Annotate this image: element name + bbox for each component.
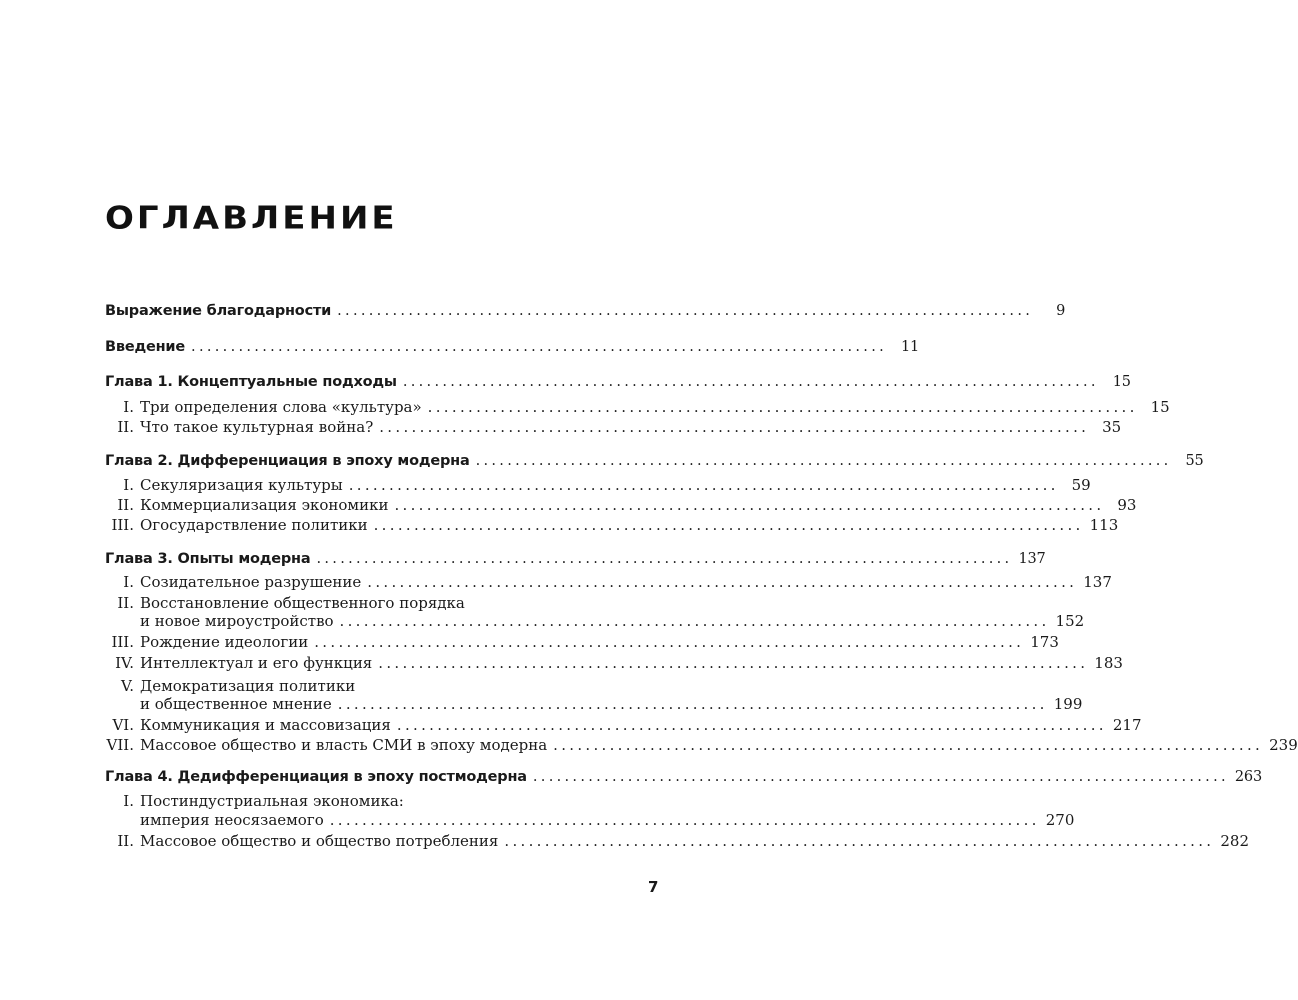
section-number: VII. [106, 736, 134, 754]
section-number: I. [123, 792, 134, 810]
dot-leader: ........................................................................................ [378, 654, 1089, 672]
toc-entry-page: 35 [1102, 418, 1122, 436]
dot-leader: ........................................................................................ [348, 476, 1059, 494]
dot-leader: ........................................................................................ [329, 811, 1040, 829]
toc-entry-1-1[interactable] [100, 396, 1170, 418]
dot-leader: ........................................................................................ [191, 339, 888, 355]
dot-leader: ........................................................................................ [402, 374, 1099, 390]
toc-entry-label: Демократизация политики [140, 677, 356, 695]
toc-entry-3-4[interactable] [100, 652, 1123, 674]
toc-entry-label: Коммерциализация экономики [140, 496, 389, 514]
toc-entry-page: 183 [1094, 654, 1123, 672]
toc-entry-label: Рождение идеологии [140, 633, 309, 651]
toc-entry-label: Глава 3. Опыты модерна [105, 551, 311, 567]
section-number: V. [121, 677, 134, 695]
toc-entry-page: 59 [1071, 476, 1091, 494]
section-number: IV. [115, 654, 134, 672]
dot-leader: ........................................................................................ [314, 633, 1025, 651]
toc-entry-label-continued: и общественное мнение [140, 695, 332, 713]
section-number: I. [123, 476, 134, 494]
dot-leader: ........................................................................................ [373, 516, 1084, 534]
toc-entry-page: 152 [1055, 612, 1085, 630]
section-number: II. [117, 832, 134, 850]
dot-leader: ........................................................................................ [504, 832, 1215, 850]
section-number: III. [111, 633, 134, 651]
toc-entry-label: Глава 2. Дифференциация в эпоху модерна [105, 453, 470, 469]
toc-entry-label: Восстановление общественного порядка [140, 594, 465, 612]
toc-entry-chapter-1[interactable] [105, 371, 1131, 393]
toc-entry-page: 113 [1089, 516, 1119, 534]
toc-entry-page: 11 [900, 339, 920, 355]
toc-entry-3-7[interactable] [100, 734, 1298, 756]
toc-entry-acknowledgements[interactable] [105, 300, 1066, 322]
section-number: I. [123, 573, 134, 591]
toc-entry-2-3[interactable] [100, 514, 1119, 536]
toc-entry-page: 282 [1220, 832, 1250, 850]
dot-leader: ........................................................................................ [337, 695, 1048, 713]
toc-entry-label: Секуляризация культуры [140, 476, 343, 494]
toc-entry-page: 137 [1083, 573, 1112, 591]
toc-entry-3-6[interactable] [100, 714, 1142, 736]
toc-entry-4-1-continued[interactable] [100, 809, 1075, 831]
dot-leader: ........................................................................................ [396, 716, 1107, 734]
toc-entry-label: Три определения слова «культура» [140, 398, 422, 416]
toc-entry-page: 217 [1112, 716, 1142, 734]
section-number: II. [117, 594, 134, 612]
toc-entry-label: Интеллектуал и его функция [140, 654, 373, 672]
dot-leader: ........................................................................................ [316, 551, 1013, 567]
toc-entry-3-5-continued[interactable] [100, 693, 1083, 715]
toc-entry-label: Массовое общество и власть СМИ в эпоху модерна [140, 736, 548, 754]
toc-entry-page: 55 [1185, 453, 1204, 469]
toc-entry-chapter-2[interactable] [105, 450, 1204, 472]
toc-entry-3-3[interactable] [100, 631, 1059, 653]
dot-leader: ........................................................................................ [394, 496, 1105, 514]
toc-entry-introduction[interactable] [105, 336, 920, 358]
toc-entry-label: Выражение благодарности [105, 303, 332, 319]
toc-entry-label: Введение [105, 339, 186, 355]
toc-entry-3-2-continued[interactable] [100, 610, 1085, 632]
toc-entry-label: Коммуникация и массовизация [140, 716, 391, 734]
section-number: II. [117, 418, 134, 436]
page-number: 7 [648, 878, 659, 896]
toc-entry-page: 15 [1150, 398, 1170, 416]
dot-leader: ........................................................................................ [475, 453, 1172, 469]
toc-entry-page: 263 [1234, 769, 1262, 785]
toc-entry-chapter-4[interactable] [105, 766, 1262, 788]
section-number: III. [111, 516, 134, 534]
section-number: VI. [112, 716, 134, 734]
toc-entry-2-1[interactable] [100, 474, 1091, 496]
dot-leader: ........................................................................................ [339, 612, 1050, 630]
page-title: ОГЛАВЛЕНИЕ [105, 200, 398, 237]
section-number: I. [123, 398, 134, 416]
toc-entry-page: 93 [1117, 496, 1137, 514]
toc-entry-label-continued: империя неосязаемого [140, 811, 324, 829]
toc-entry-label: Глава 1. Концептуальные подходы [105, 374, 397, 390]
section-number: II. [117, 496, 134, 514]
toc-entry-label-continued: и новое мироустройство [140, 612, 334, 630]
toc-entry-page: 270 [1045, 811, 1075, 829]
toc-entry-page: 173 [1030, 633, 1059, 651]
toc-entry-chapter-3[interactable] [105, 548, 1046, 570]
dot-leader: ........................................................................................ [379, 418, 1090, 436]
toc-entry-label: Массовое общество и общество потребления [140, 832, 499, 850]
toc-entry-label: Что такое культурная война? [140, 418, 374, 436]
toc-entry-page: 239 [1269, 736, 1298, 754]
toc-entry-page: 199 [1053, 695, 1083, 713]
toc-entry-page: 15 [1112, 374, 1131, 390]
dot-leader: ........................................................................................ [427, 398, 1138, 416]
toc-entry-label: Созидательное разрушение [140, 573, 362, 591]
toc-entry-3-1[interactable] [100, 571, 1112, 593]
dot-leader: ........................................................................................ [553, 736, 1264, 754]
toc-entry-page: 9 [1056, 303, 1066, 319]
dot-leader: ........................................................................................ [367, 573, 1078, 591]
toc-entry-4-2[interactable] [100, 830, 1250, 852]
toc-entry-label: Огосударствление политики [140, 516, 368, 534]
toc-entry-label: Постиндустриальная экономика: [140, 792, 404, 810]
toc-entry-1-2[interactable] [100, 416, 1122, 438]
dot-leader: ........................................................................................ [532, 769, 1229, 785]
toc-entry-page: 137 [1018, 551, 1046, 567]
toc-entry-2-2[interactable] [100, 494, 1137, 516]
dot-leader: ........................................................................................ [337, 303, 1034, 319]
toc-entry-label: Глава 4. Дедифференциация в эпоху постмодерна [105, 769, 527, 785]
